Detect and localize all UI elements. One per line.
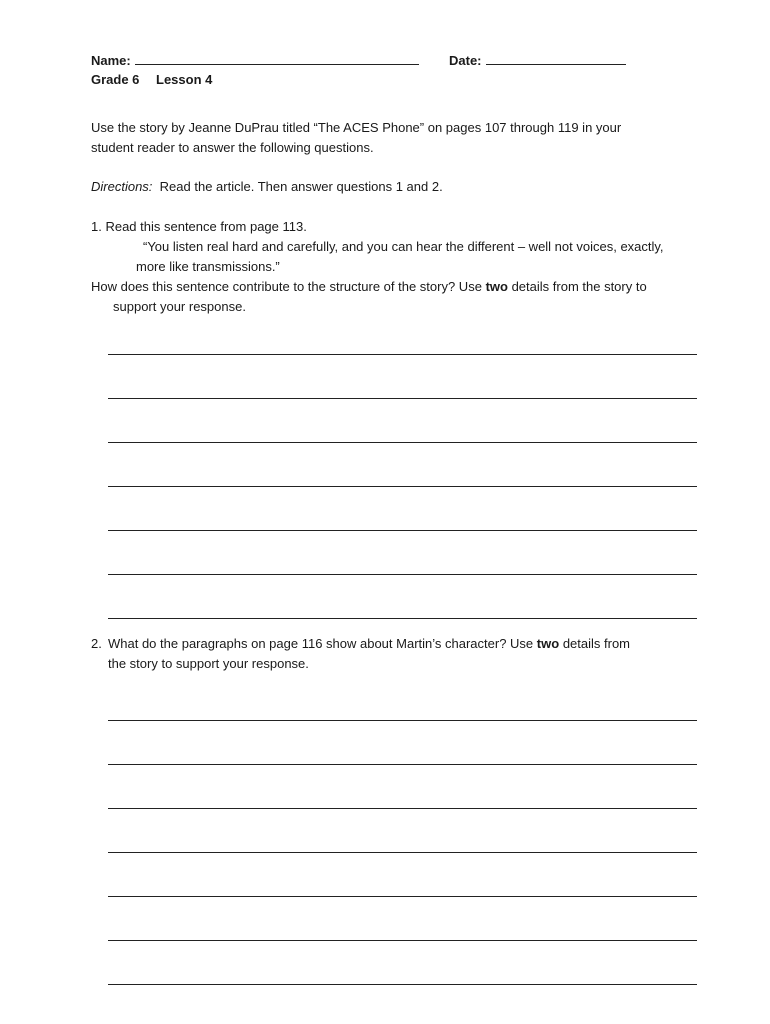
directions-label: Directions: <box>91 179 153 194</box>
answer-line[interactable] <box>108 764 697 765</box>
answer-line[interactable] <box>108 486 697 487</box>
answer-line[interactable] <box>108 808 697 809</box>
question-1-prompt-b: details from the story to <box>511 279 647 294</box>
question-1-quote-line-2: more like transmissions.” <box>136 259 280 274</box>
question-2-prompt-a: What do the paragraphs on page 116 show about Martin’s character? Use <box>108 636 534 651</box>
lesson-label: Lesson 4 <box>156 72 213 87</box>
question-2-prompt-line-2: the story to support your response. <box>108 656 309 671</box>
question-1-prompt-line-2: support your response. <box>113 299 246 314</box>
grade-label: Grade 6 <box>91 72 140 87</box>
directions <box>91 179 443 194</box>
question-1-lead: 1. Read this sentence from page 113. <box>91 219 307 234</box>
answer-line[interactable] <box>108 354 697 355</box>
answer-line[interactable] <box>108 896 697 897</box>
intro-line-1: Use the story by Jeanne DuPrau titled “The ACES Phone” on pages 107 through 119 in your <box>91 120 622 135</box>
name-field[interactable] <box>91 51 419 68</box>
answer-line[interactable] <box>108 940 697 941</box>
intro-line-2: student reader to answer the following questions. <box>91 140 374 155</box>
answer-line[interactable] <box>108 574 697 575</box>
answer-line[interactable] <box>108 720 697 721</box>
question-2-prompt <box>108 636 630 651</box>
question-1-prompt <box>91 279 647 294</box>
answer-line[interactable] <box>108 852 697 853</box>
date-label: Date: <box>449 53 482 68</box>
question-1-prompt-bold: two <box>485 279 508 294</box>
answer-line[interactable] <box>108 984 697 985</box>
question-2-number: 2. <box>91 636 102 651</box>
answer-line[interactable] <box>108 530 697 531</box>
name-blank[interactable] <box>135 51 419 65</box>
date-blank[interactable] <box>486 51 626 65</box>
question-2-prompt-bold: two <box>536 636 560 651</box>
directions-text: Read the article. Then answer questions 1 and 2. <box>159 179 443 194</box>
question-1-quote-line-1: “You listen real hard and carefully, and you can hear the different – well not voices, exactly, <box>143 239 664 254</box>
answer-line[interactable] <box>108 618 697 619</box>
answer-line[interactable] <box>108 442 697 443</box>
question-1-prompt-a: How does this sentence contribute to the structure of the story? Use <box>91 279 482 294</box>
date-field[interactable] <box>449 51 626 68</box>
question-2-prompt-b: details from <box>562 636 631 651</box>
answer-line[interactable] <box>108 398 697 399</box>
name-label: Name: <box>91 53 131 68</box>
